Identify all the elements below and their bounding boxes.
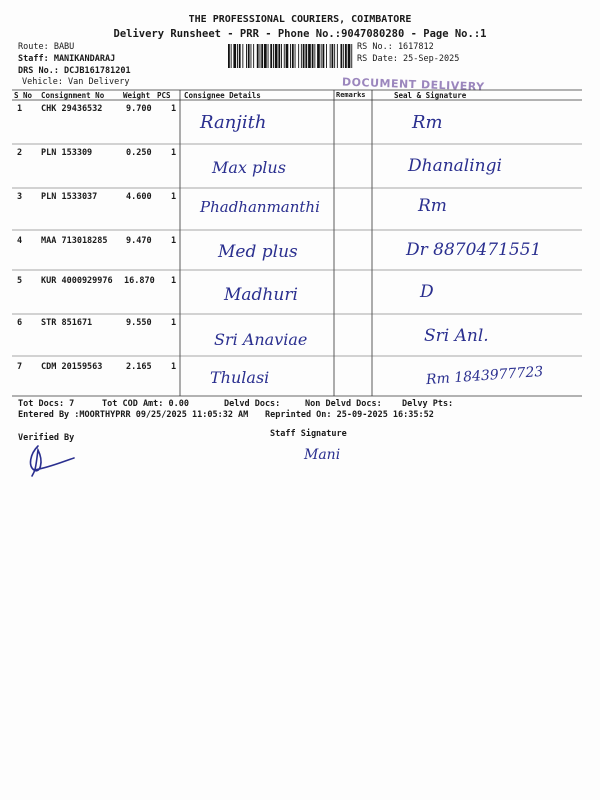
- row-6-consignee-handwriting: Sri Anaviae: [214, 330, 308, 349]
- row-7-consignee-handwriting: Thulasi: [210, 368, 270, 387]
- total-docs: Tot Docs: 7: [18, 399, 75, 409]
- row-2-weight: 0.250: [126, 148, 152, 158]
- col-weight: Weight: [123, 91, 151, 100]
- row-3-signature: Rm: [418, 196, 447, 216]
- company-title: THE PROFESSIONAL COURIERS, COIMBATORE: [188, 14, 412, 25]
- reprinted-on: Reprinted On: 25-09-2025 16:35:52: [265, 410, 434, 420]
- row-5-consignment: KUR 4000929976: [41, 276, 113, 286]
- row-2-pcs: 1: [171, 148, 177, 158]
- row-3-sno: 3: [17, 192, 23, 202]
- row-2-consignee-handwriting: Max plus: [212, 158, 286, 177]
- col-consignment: Consignment No: [41, 91, 105, 100]
- row-3-consignment: PLN 1533037: [41, 192, 98, 202]
- row-5-weight: 16.870: [124, 276, 155, 286]
- staff-signature-label: Staff Signature: [270, 429, 347, 439]
- col-pcs: PCS: [157, 91, 171, 100]
- rs-date: RS Date: 25-Sep-2025: [357, 54, 460, 64]
- row-4-consignment: MAA 713018285: [41, 236, 108, 246]
- row-7-consignment: CDM 20159563: [41, 362, 103, 372]
- runsheet-subtitle: Delivery Runsheet - PRR - Phone No.:9047080280 - Page No.:1: [113, 28, 487, 40]
- non-delivered-docs: Non Delvd Docs:: [305, 399, 382, 409]
- row-4-pcs: 1: [171, 236, 177, 246]
- row-5-consignee-handwriting: Madhuri: [224, 285, 298, 305]
- row-2-consignment: PLN 153309: [41, 148, 93, 158]
- row-6-signature: Sri Anl.: [424, 326, 489, 346]
- row-3-consignee-handwriting: Phadhanmanthi: [200, 198, 320, 216]
- row-7-sno: 7: [17, 362, 23, 372]
- entered-by: Entered By :MOORTHYPRR 09/25/2025 11:05:32 AM: [18, 410, 249, 420]
- row-1-pcs: 1: [171, 104, 177, 114]
- row-6-pcs: 1: [171, 318, 177, 328]
- row-2-sno: 2: [17, 148, 23, 158]
- row-2-signature: Dhanalingi: [408, 156, 502, 176]
- row-1-weight: 9.700: [126, 104, 152, 114]
- total-cod-amount: Tot COD Amt: 0.00: [102, 399, 189, 409]
- col-sno: S No: [14, 91, 33, 100]
- row-7-signature: Rm 1843977723: [425, 363, 544, 389]
- row-4-consignee-handwriting: Med plus: [218, 242, 298, 262]
- row-3-pcs: 1: [171, 192, 177, 202]
- document-delivery-stamp: DOCUMENT DELIVERY: [341, 75, 485, 94]
- row-6-weight: 9.550: [126, 318, 152, 328]
- vehicle-label: Vehicle: Van Delivery: [22, 77, 130, 87]
- row-5-sno: 5: [17, 276, 23, 286]
- row-6-sno: 6: [17, 318, 23, 328]
- row-6-consignment: STR 851671: [41, 318, 93, 328]
- rs-number: RS No.: 1617812: [357, 42, 434, 52]
- drs-label: DRS No.: DCJB161781201: [18, 66, 131, 76]
- delivery-points: Delvy Pts:: [402, 399, 454, 409]
- row-5-pcs: 1: [171, 276, 177, 286]
- verified-by-label: Verified By: [18, 433, 75, 443]
- row-4-sno: 4: [17, 236, 23, 246]
- staff-signature-handwriting: Mani: [304, 447, 341, 463]
- row-7-pcs: 1: [171, 362, 177, 372]
- row-1-signature: Rm: [412, 112, 443, 133]
- col-remarks: Remarks: [336, 91, 366, 99]
- route-label: Route: BABU: [18, 42, 75, 52]
- verified-signature-mark: [24, 440, 84, 480]
- row-5-signature: D: [420, 282, 434, 302]
- row-3-weight: 4.600: [126, 192, 152, 202]
- row-1-consignment: CHK 29436532: [41, 104, 103, 114]
- row-1-consignee-handwriting: Ranjith: [200, 112, 267, 133]
- col-seal-signature: Seal & Signature: [394, 91, 467, 100]
- row-4-signature: Dr 8870471551: [406, 240, 542, 260]
- row-1-sno: 1: [17, 104, 23, 114]
- row-7-weight: 2.165: [126, 362, 152, 372]
- row-4-weight: 9.470: [126, 236, 152, 246]
- staff-label: Staff: MANIKANDARAJ: [18, 54, 116, 64]
- col-consignee: Consignee Details: [184, 91, 261, 100]
- delivered-docs: Delvd Docs:: [224, 399, 281, 409]
